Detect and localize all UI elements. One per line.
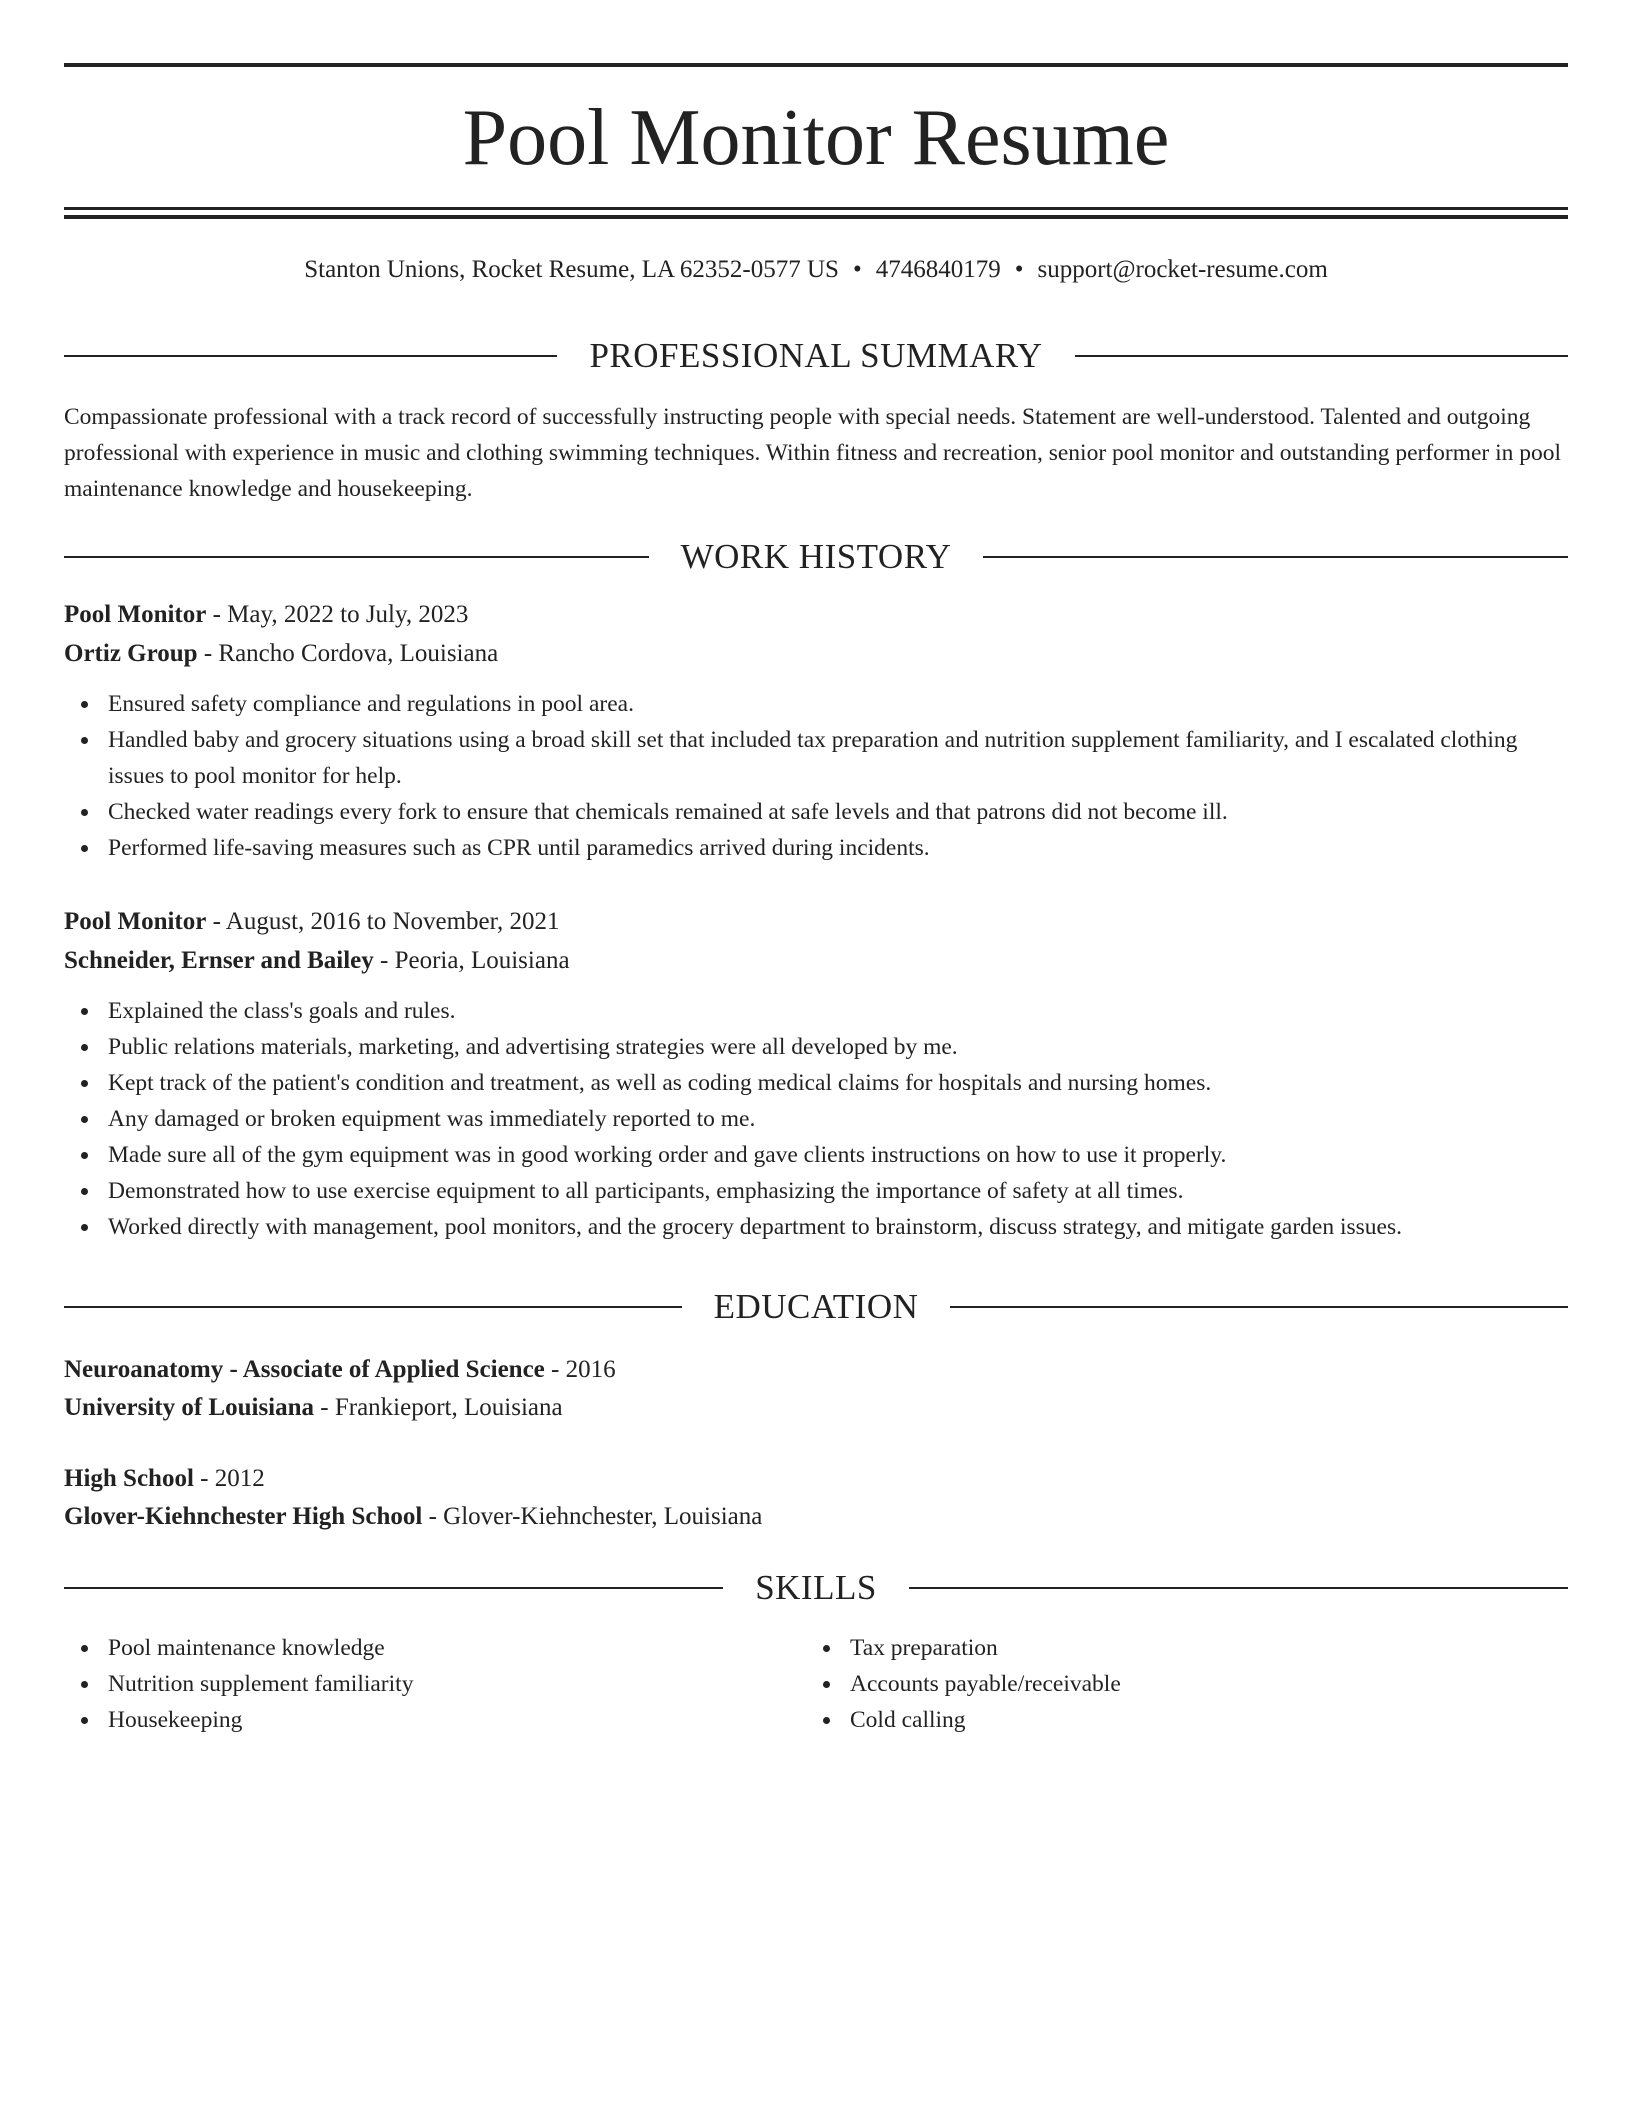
education-degree: High School [64, 1465, 194, 1492]
skills-list-right [806, 1630, 1548, 1738]
skills-heading [64, 1566, 1568, 1610]
heading-rule [64, 1587, 723, 1589]
job-bullet: Handled baby and grocery situations using a broad skill set that included tax preparation and nutrition supplement familiarity, and I escalated clothing issues to pool monitor for help. [64, 722, 1568, 794]
heading-rule [64, 1306, 682, 1308]
title-rule-lower [64, 215, 1568, 219]
work-history-heading [64, 535, 1568, 579]
contact-address: Stanton Unions, Rocket Resume, LA 62352-0577 US [304, 256, 839, 283]
skills-heading-text: SKILLS [755, 1568, 877, 1607]
skills-list-left [64, 1630, 806, 1738]
job-bullet: Public relations materials, marketing, and advertising strategies were all developed by me. [64, 1029, 1568, 1065]
job-dates: - August, 2016 to November, 2021 [206, 908, 560, 935]
job-company-line [64, 943, 1568, 979]
heading-rule [64, 355, 557, 357]
work-history-heading-text: WORK HISTORY [680, 537, 952, 576]
education-school-line [64, 1390, 1568, 1426]
job-bullet-list [64, 993, 1568, 1245]
job-bullet: Explained the class's goals and rules. [64, 993, 1568, 1029]
heading-rule [983, 556, 1568, 558]
job-entry [64, 597, 1568, 866]
job-title: Pool Monitor [64, 908, 207, 935]
education-location: - Glover-Kiehnchester, Louisiana [422, 1503, 763, 1530]
job-dates: - May, 2022 to July, 2023 [206, 601, 469, 628]
summary-paragraph: Compassionate professional with a track record of successfully instructing people with special needs. Statement are well-understood. Talented and outgoing professional with experience in music and clothing swimming techniques. Within fitness and recreation, senior pool monitor and outstanding performer in pool maintenance knowledge and housekeeping. [64, 404, 1562, 502]
heading-rule [64, 556, 649, 558]
education-degree: Neuroanatomy - Associate of Applied Science [64, 1356, 545, 1383]
contact-line [64, 252, 1568, 288]
summary-heading-text: PROFESSIONAL SUMMARY [589, 336, 1043, 375]
title-rule-upper [64, 207, 1568, 210]
education-entry [64, 1461, 1568, 1535]
job-company: Ortiz Group [64, 640, 198, 667]
job-entry [64, 904, 1568, 1245]
job-location: - Rancho Cordova, Louisiana [197, 640, 499, 667]
education-school-line [64, 1499, 1568, 1535]
job-bullet: Checked water readings every fork to ensure that chemicals remained at safe levels and that patrons did not become ill. [64, 794, 1568, 830]
education-degree-line [64, 1461, 1568, 1497]
heading-rule [950, 1306, 1568, 1308]
job-company-line [64, 636, 1568, 672]
job-title-line [64, 904, 1568, 940]
job-bullet-list [64, 686, 1568, 866]
job-bullet: Kept track of the patient's condition and treatment, as well as coding medical claims for hospitals and nursing homes. [64, 1065, 1568, 1101]
education-location: - Frankieport, Louisiana [314, 1394, 563, 1421]
contact-separator: • [1014, 256, 1024, 283]
education-heading-text: EDUCATION [713, 1287, 919, 1326]
job-company: Schneider, Ernser and Bailey [64, 947, 374, 974]
education-school: Glover-Kiehnchester High School [64, 1503, 423, 1530]
skill-item: Tax preparation [806, 1630, 1548, 1666]
contact-phone: 4746840179 [875, 256, 1001, 283]
contact-separator: • [852, 256, 862, 283]
heading-rule [909, 1587, 1568, 1589]
job-bullet: Ensured safety compliance and regulations in pool area. [64, 686, 1568, 722]
skill-item: Pool maintenance knowledge [64, 1630, 806, 1666]
education-year: - 2012 [193, 1465, 265, 1492]
skill-item: Cold calling [806, 1702, 1548, 1738]
resume-title: Pool Monitor Resume [462, 94, 1170, 182]
skill-item: Accounts payable/receivable [806, 1666, 1548, 1702]
job-bullet: Performed life-saving measures such as CPR until paramedics arrived during incidents. [64, 830, 1568, 866]
job-bullet: Demonstrated how to use exercise equipment to all participants, emphasizing the importance of safety at all times. [64, 1173, 1568, 1209]
job-location: - Peoria, Louisiana [373, 947, 570, 974]
education-degree-line [64, 1352, 1568, 1388]
job-bullet: Worked directly with management, pool monitors, and the grocery department to brainstorm, discuss strategy, and mitigate garden issues. [64, 1209, 1568, 1245]
education-heading [64, 1285, 1568, 1329]
contact-email: support@rocket-resume.com [1037, 256, 1328, 283]
top-rule [64, 63, 1568, 67]
skill-item: Nutrition supplement familiarity [64, 1666, 806, 1702]
job-bullet: Any damaged or broken equipment was immediately reported to me. [64, 1101, 1568, 1137]
job-bullet: Made sure all of the gym equipment was in good working order and gave clients instructions on how to use it properly. [64, 1137, 1568, 1173]
skill-item: Housekeeping [64, 1702, 806, 1738]
education-school: University of Louisiana [64, 1394, 315, 1421]
education-year: - 2016 [544, 1356, 616, 1383]
education-entry [64, 1352, 1568, 1426]
job-title-line [64, 597, 1568, 633]
summary-heading [64, 334, 1568, 378]
heading-rule [1075, 355, 1568, 357]
skills-columns [64, 1630, 1568, 1738]
job-title: Pool Monitor [64, 601, 207, 628]
